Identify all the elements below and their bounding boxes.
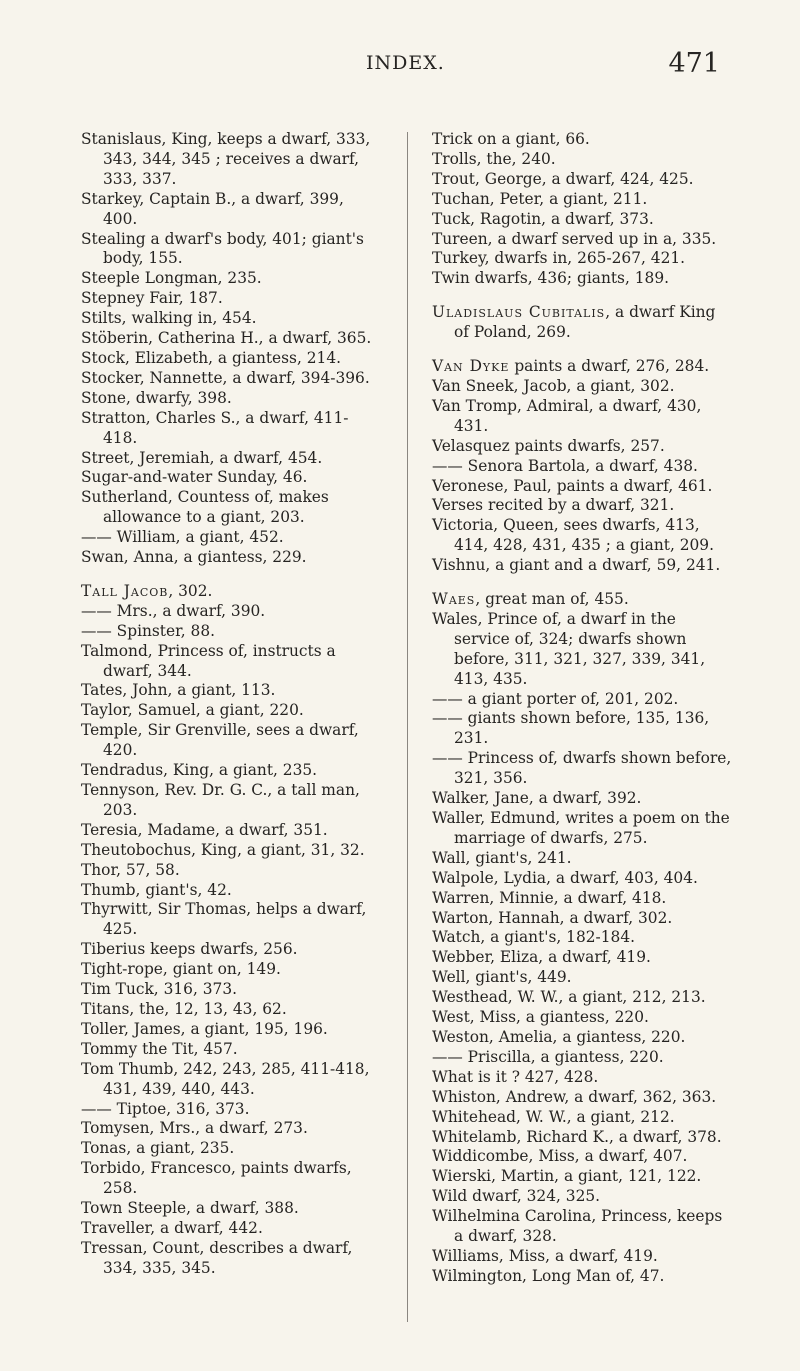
index-entry: Tight-rope, giant on, 149.: [81, 960, 281, 979]
index-entry: Stealing a dwarf's body, 401; giant's body, 155.: [81, 229, 364, 268]
index-entry: Whitelamb, Richard K., a dwarf, 378.: [432, 1127, 722, 1146]
index-entry: —— William, a giant, 452.: [81, 528, 284, 547]
index-entry: Tureen, a dwarf served up in a, 335.: [432, 229, 717, 248]
index-entry: Stöberin, Catherina H., a dwarf, 365.: [81, 329, 372, 348]
index-entry: Walker, Jane, a dwarf, 392.: [432, 789, 642, 808]
index-entry: Sutherland, Countess of, makes allowance to a giant, 203.: [81, 488, 329, 527]
index-entry: Stone, dwarfy, 398.: [81, 388, 232, 407]
index-entry: —— a giant porter of, 201, 202.: [432, 689, 679, 708]
index-entry-heading: Waes: [432, 590, 476, 609]
index-entry: Westhead, W. W., a giant, 212, 213.: [432, 988, 706, 1007]
index-entry: [432, 303, 732, 343]
index-entry: [432, 357, 732, 377]
index-entry: Williams, Miss, a dwarf, 419.: [432, 1246, 658, 1265]
index-entry: Starkey, Captain B., a dwarf, 399, 400.: [81, 189, 344, 228]
index-entry: Street, Jeremiah, a dwarf, 454.: [81, 448, 323, 467]
index-entry: Wall, giant's, 241.: [432, 848, 572, 867]
index-entry: —— giants shown before, 135, 136, 231.: [432, 709, 710, 748]
index-entry: Tennyson, Rev. Dr. G. C., a tall man, 203.: [81, 781, 360, 819]
index-entry: Stepney Fair, 187.: [81, 289, 223, 308]
page-number: 471: [668, 48, 720, 79]
index-entry: Stilts, walking in, 454.: [81, 309, 257, 328]
index-entry: Van Sneek, Jacob, a giant, 302.: [432, 376, 675, 395]
index-entry: Twin dwarfs, 436; giants, 189.: [432, 269, 670, 288]
index-entry: Velasquez paints dwarfs, 257.: [432, 436, 665, 455]
index-entry: Thyrwitt, Sir Thomas, helps a dwarf, 425.: [81, 900, 367, 939]
index-entry: Widdicombe, Miss, a dwarf, 407.: [432, 1147, 688, 1166]
column-divider: [407, 132, 408, 1322]
index-entry: Wilhelmina Carolina, Princess, keeps a dwarf, 328.: [432, 1207, 723, 1246]
index-column-left: [81, 130, 381, 1279]
index-entry: Thor, 57, 58.: [81, 860, 180, 879]
index-entry-heading: Uladislaus Cubitalis: [432, 303, 606, 322]
index-entry: Tressan, Count, describes a dwarf, 334, 335, 345.: [81, 1238, 353, 1277]
index-entry: Sugar-and-water Sunday, 46.: [81, 468, 308, 487]
index-entry: Toller, James, a giant, 195, 196.: [81, 1019, 328, 1038]
index-entry: Trick on a giant, 66.: [432, 130, 590, 148]
index-entry-rest: , 302.: [168, 581, 213, 600]
index-entry: Wilmington, Long Man of, 47.: [432, 1266, 665, 1285]
index-entry: Trolls, the, 240.: [432, 149, 556, 168]
index-column-right: [432, 130, 732, 1287]
index-entry: Tomysen, Mrs., a dwarf, 273.: [81, 1119, 308, 1138]
index-entry-rest: paints a dwarf, 276, 284.: [509, 357, 710, 376]
index-entry: Vishnu, a giant and a dwarf, 59, 241.: [432, 556, 721, 575]
index-entry: Waller, Edmund, writes a poem on the marriage of dwarfs, 275.: [432, 809, 730, 847]
index-entry: What is it ? 427, 428.: [432, 1067, 599, 1086]
index-entry: Warren, Minnie, a dwarf, 418.: [432, 888, 667, 907]
index-entry: —— Princess of, dwarfs shown before, 321, 356.: [432, 749, 732, 788]
index-entry: Wierski, Martin, a giant, 121, 122.: [432, 1167, 702, 1186]
index-entry: Tendradus, King, a giant, 235.: [81, 761, 318, 780]
index-entry: Turkey, dwarfs in, 265-267, 421.: [432, 249, 686, 268]
page-header: [0, 48, 800, 82]
index-entry: Torbido, Francesco, paints dwarfs, 258.: [81, 1159, 352, 1198]
index-entry: Victoria, Queen, sees dwarfs, 413, 414, 428, 431, 435 ; a giant, 209.: [432, 516, 714, 555]
index-entry: Verses recited by a dwarf, 321.: [432, 496, 675, 515]
index-entry: Well, giant's, 449.: [432, 968, 572, 987]
index-entry: Veronese, Paul, paints a dwarf, 461.: [432, 476, 713, 495]
index-entry-rest: , great man of, 455.: [475, 590, 629, 609]
index-entry: Traveller, a dwarf, 442.: [81, 1218, 263, 1237]
index-entry: Teresia, Madame, a dwarf, 351.: [81, 820, 328, 839]
index-entry: Van Tromp, Admiral, a dwarf, 430, 431.: [432, 396, 702, 435]
index-entry-rest: , a dwarf King of Poland, 269.: [454, 303, 716, 342]
index-entry: Thumb, giant's, 42.: [81, 880, 232, 899]
index-entry: Trout, George, a dwarf, 424, 425.: [432, 169, 694, 188]
index-entry: —— Tiptoe, 316, 373.: [81, 1099, 250, 1118]
index-entry: [432, 590, 732, 610]
index-entry: Tom Thumb, 242, 243, 285, 411-418, 431, 439, 440, 443.: [81, 1059, 370, 1098]
index-entry: Tommy the Tit, 457.: [81, 1039, 238, 1058]
index-entry: Steeple Longman, 235.: [81, 269, 262, 288]
index-entry: Swan, Anna, a giantess, 229.: [81, 548, 307, 567]
index-entry: Wales, Prince of, a dwarf in the service of, 324; dwarfs shown before, 311, 321, 327, 339, 341, 413, 435.: [432, 609, 706, 688]
index-entry: Tuchan, Peter, a giant, 211.: [432, 189, 648, 208]
index-entry: —— Spinster, 88.: [81, 621, 216, 640]
index-entry: Whiston, Andrew, a dwarf, 362, 363.: [432, 1087, 717, 1106]
index-entry: Tonas, a giant, 235.: [81, 1139, 235, 1158]
index-entry: Tiberius keeps dwarfs, 256.: [81, 940, 298, 959]
index-entry: Tates, John, a giant, 113.: [81, 681, 276, 700]
index-entry: Stratton, Charles S., a dwarf, 411-418.: [81, 408, 349, 447]
index-entry: West, Miss, a giantess, 220.: [432, 1008, 649, 1027]
index-entry: Weston, Amelia, a giantess, 220.: [432, 1027, 686, 1046]
index-entry: —— Priscilla, a giantess, 220.: [432, 1047, 664, 1066]
index-entry: Talmond, Princess of, instructs a dwarf, 344.: [81, 641, 336, 680]
index-entry: Whitehead, W. W., a giant, 212.: [432, 1107, 675, 1126]
index-entry: Warton, Hannah, a dwarf, 302.: [432, 908, 673, 927]
index-entry-heading: Tall Jacob: [81, 581, 169, 600]
page-title: INDEX.: [366, 52, 445, 74]
index-entry: Watch, a giant's, 182-184.: [432, 928, 636, 947]
index-entry: Stanislaus, King, keeps a dwarf, 333, 343, 344, 345 ; receives a dwarf, 333, 337.: [81, 130, 371, 188]
index-entry: Walpole, Lydia, a dwarf, 403, 404.: [432, 868, 698, 887]
index-entry: Wild dwarf, 324, 325.: [432, 1187, 601, 1206]
index-entry: Taylor, Samuel, a giant, 220.: [81, 701, 304, 720]
index-entry: Tim Tuck, 316, 373.: [81, 980, 238, 999]
index-entry: —— Senora Bartola, a dwarf, 438.: [432, 456, 698, 475]
index-entry: Tuck, Ragotin, a dwarf, 373.: [432, 209, 654, 228]
index-entry-heading: Van Dyke: [432, 357, 510, 376]
index-entry: Titans, the, 12, 13, 43, 62.: [81, 999, 287, 1018]
index-entry: Temple, Sir Grenville, sees a dwarf, 420.: [81, 721, 359, 760]
index-entry: Stocker, Nannette, a dwarf, 394-396.: [81, 368, 370, 387]
index-entry: Town Steeple, a dwarf, 388.: [81, 1199, 299, 1218]
index-entry: Stock, Elizabeth, a giantess, 214.: [81, 348, 342, 367]
index-entry: Webber, Eliza, a dwarf, 419.: [432, 948, 651, 967]
index-entry: [81, 582, 381, 602]
index-entry: —— Mrs., a dwarf, 390.: [81, 601, 266, 620]
index-entry: Theutobochus, King, a giant, 31, 32.: [81, 840, 365, 859]
